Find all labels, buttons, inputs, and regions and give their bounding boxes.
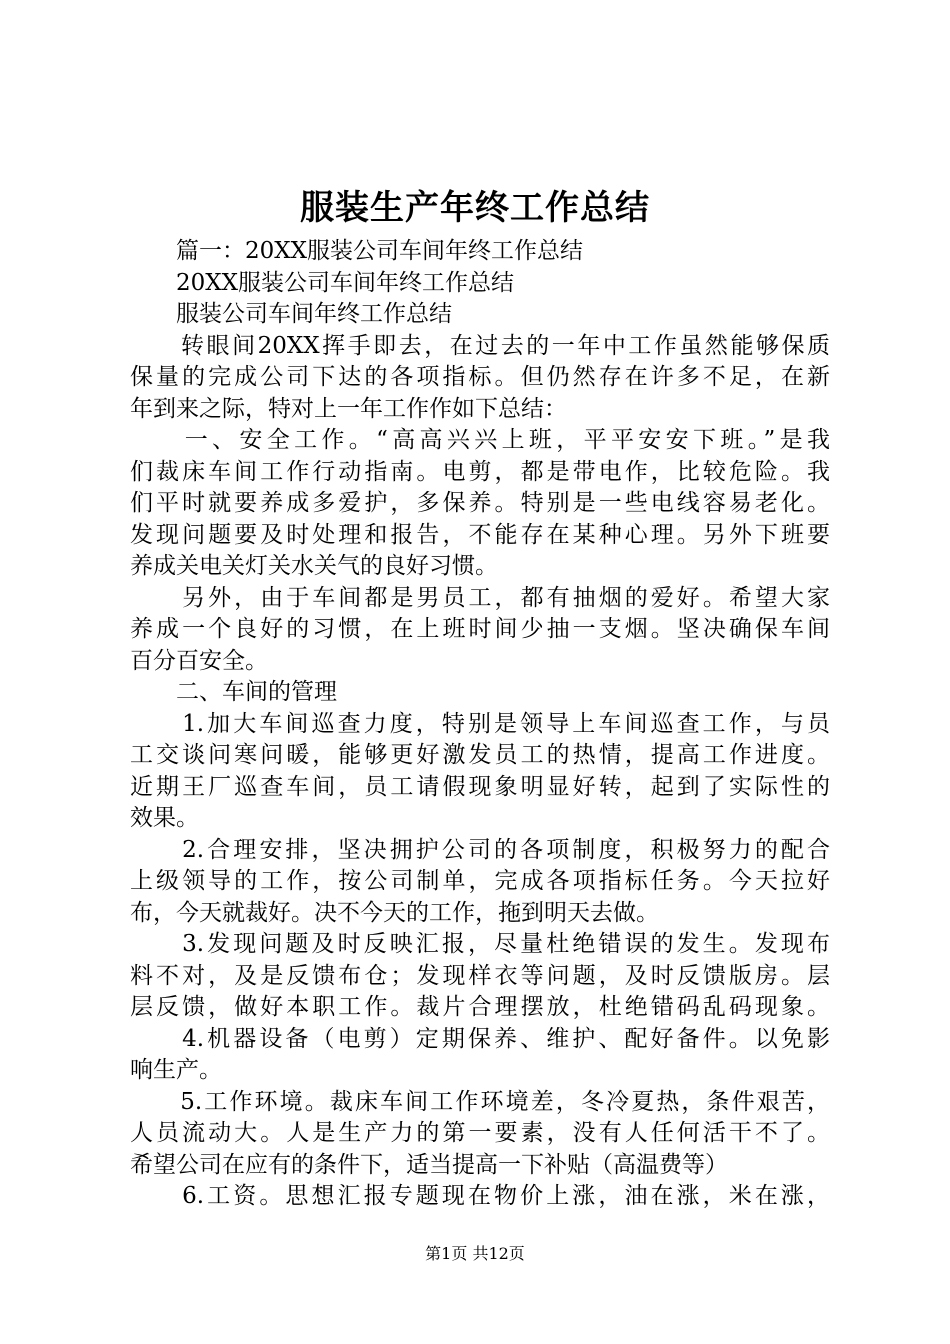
body-line: 服装公司车间年终工作总结 [130, 301, 452, 327]
body-line: 20XX服装公司车间年终工作总结 [130, 269, 515, 296]
body-line: 一、安全工作。“高高兴兴上班，平平安安下班。”是我 [130, 427, 830, 453]
body-line: 希望公司在应有的条件下，适当提高一下补贴（高温费等） [130, 1151, 728, 1178]
body-line: 3.发现问题及时反映汇报，尽量杜绝错误的发生。发现布 [130, 931, 830, 957]
body-line: 布，今天就裁好。决不今天的工作，拖到明天去做。 [130, 899, 659, 926]
body-line: 保量的完成公司下达的各项指标。但仍然存在许多不足，在新 [130, 364, 830, 390]
body-line: 响生产。 [130, 1057, 222, 1083]
document-body [130, 236, 830, 1213]
body-line: 二、车间的管理 [130, 679, 337, 705]
document-title: 服装生产年终工作总结 [300, 188, 650, 228]
body-line: 6.工资。思想汇报专题现在物价上涨，油在涨，米在涨， [130, 1183, 830, 1209]
body-line: 上级领导的工作，按公司制单，完成各项指标任务。今天拉好 [130, 868, 830, 894]
body-line: 料不对，及是反馈布仓；发现样衣等问题，及时反馈版房。层 [130, 962, 830, 989]
body-line: 转眼间20XX挥手即去，在过去的一年中工作虽然能够保质 [130, 332, 830, 359]
body-line: 效果。 [130, 805, 199, 831]
body-line: 们平时就要养成多爱护，多保养。特别是一些电线容易老化。 [130, 490, 830, 516]
body-line: 层反馈，做好本职工作。裁片合理摆放，杜绝错码乱码现象。 [130, 994, 830, 1020]
body-line: 养成关电关灯关水关气的良好习惯。 [130, 553, 498, 579]
body-line: 发现问题要及时处理和报告，不能存在某种心理。另外下班要 [130, 521, 830, 548]
body-line: 工交谈问寒问暖，能够更好激发员工的热情，提高工作进度。 [130, 742, 830, 768]
body-line: 人员流动大。人是生产力的第一要素，没有人任何活干不了。 [130, 1120, 830, 1146]
body-line: 2.合理安排，坚决拥护公司的各项制度，积极努力的配合 [130, 836, 830, 863]
body-line: 百分百安全。 [130, 647, 268, 674]
body-line: 近期王厂巡查车间，员工请假现象明显好转，起到了实际性的 [130, 773, 830, 800]
body-line: 篇一：20XX服装公司车间年终工作总结 [130, 238, 584, 264]
body-line: 们裁床车间工作行动指南。电剪，都是带电作，比较危险。我 [130, 458, 830, 485]
body-line: 1.加大车间巡查力度，特别是领导上车间巡查工作，与员 [130, 710, 830, 737]
body-line: 4.机器设备（电剪）定期保养、维护、配好备件。以免影 [130, 1025, 830, 1052]
body-line: 5.工作环境。裁床车间工作环境差，冬冷夏热，条件艰苦， [130, 1088, 830, 1115]
body-line: 年到来之际，特对上一年工作作如下总结： [130, 395, 567, 422]
body-line: 另外，由于车间都是男员工，都有抽烟的爱好。希望大家 [130, 584, 830, 611]
page-footer: 第1页 共12页 [425, 1244, 525, 1263]
body-line: 养成一个良好的习惯，在上班时间少抽一支烟。坚决确保车间 [130, 616, 830, 642]
